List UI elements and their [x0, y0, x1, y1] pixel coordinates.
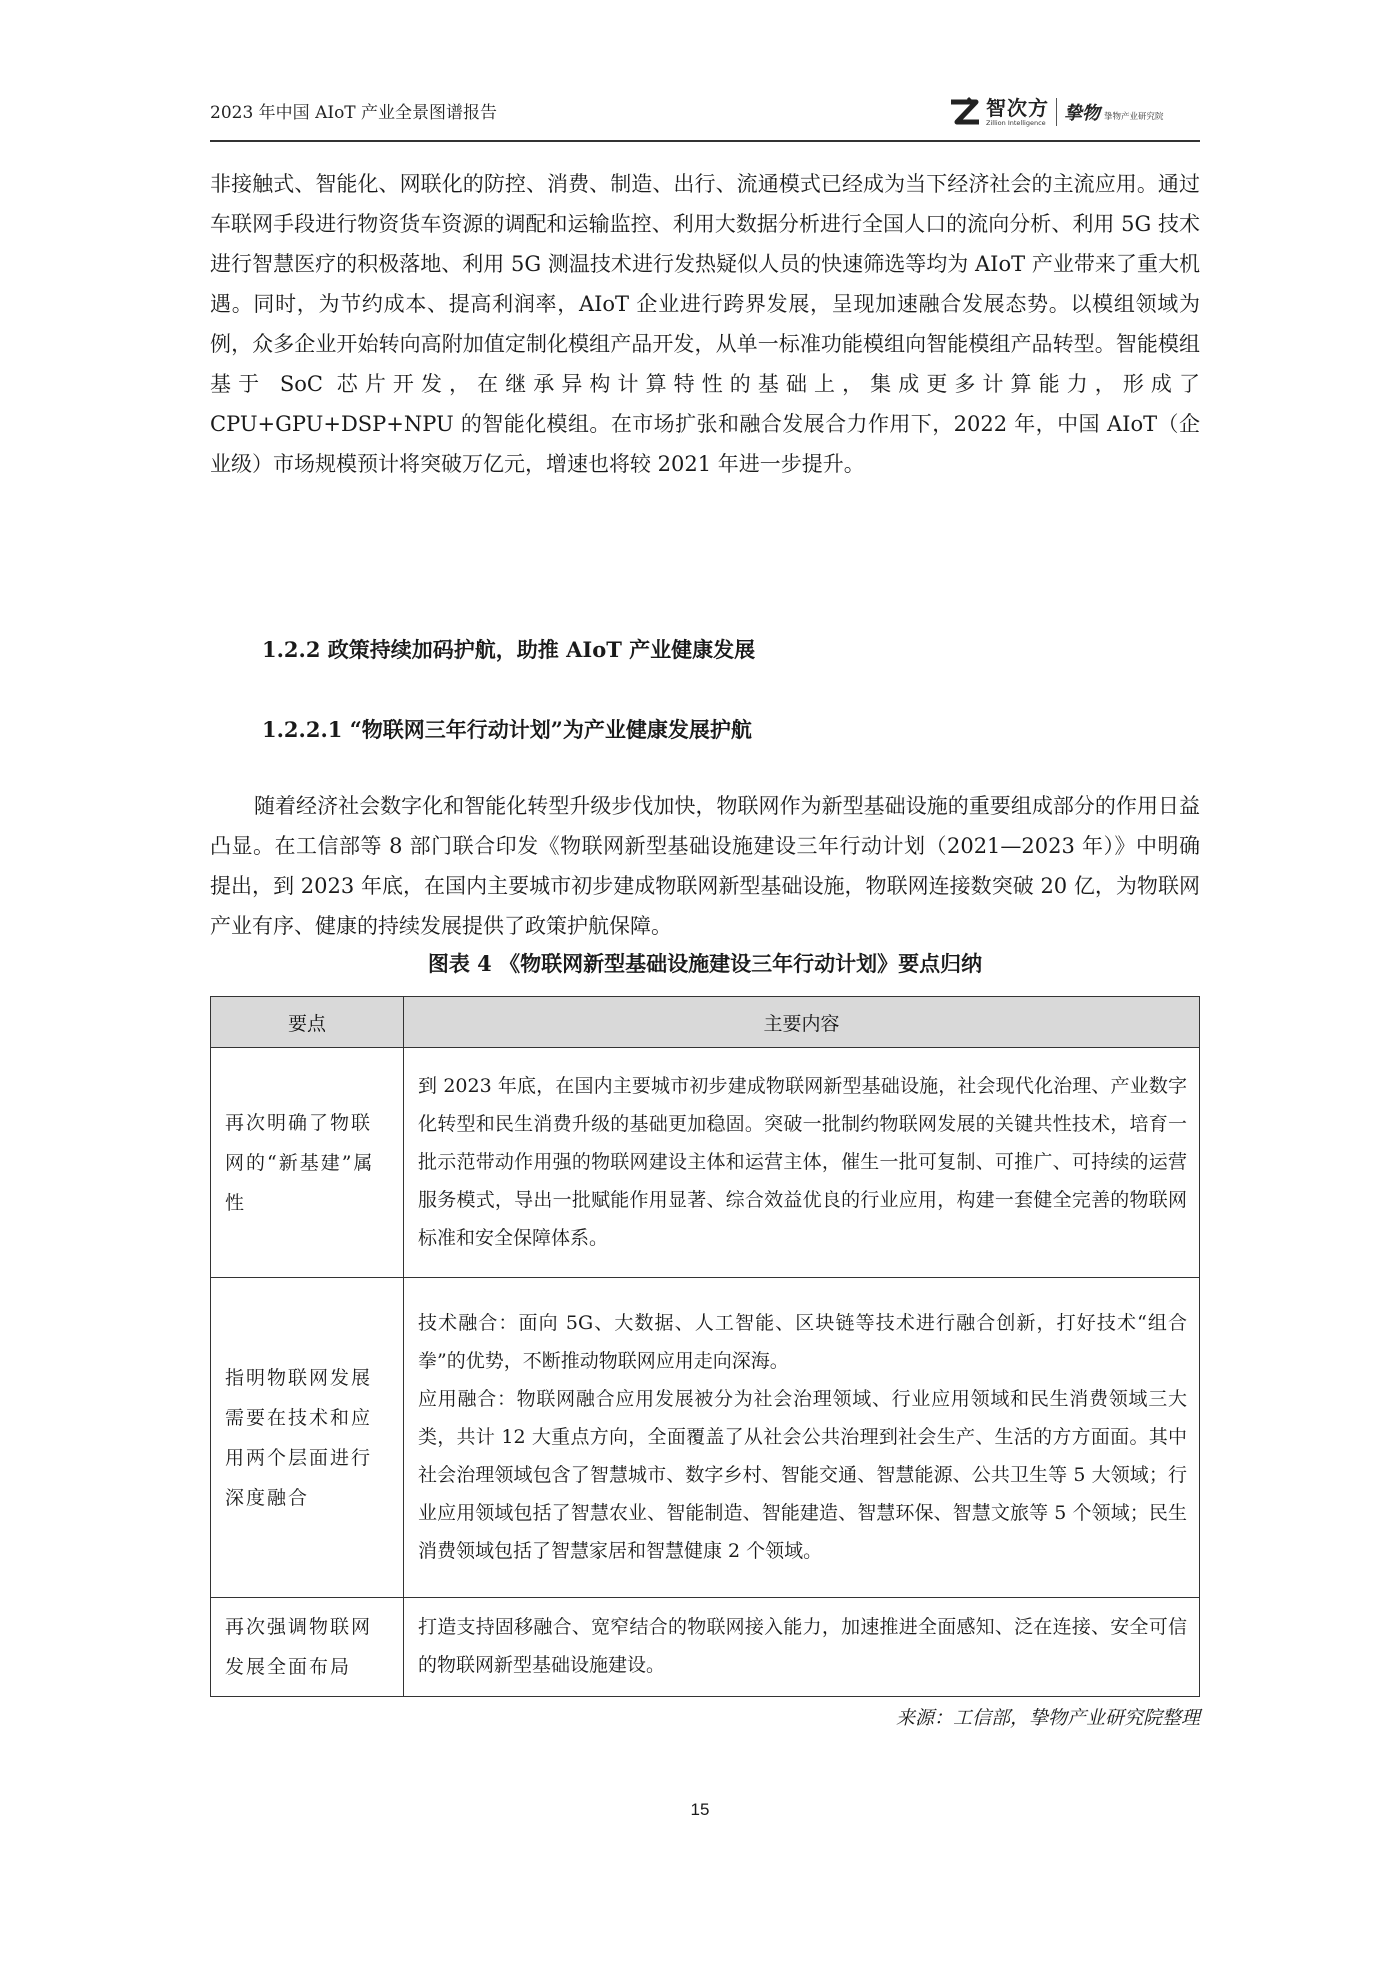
row-content-cell: 打造支持固移融合、宽窄结合的物联网接入能力，加速推进全面感知、泛在连接、安全可信的物联网新型基础设施建设。 — [404, 1598, 1200, 1697]
application-fusion-text: 应用融合：物联网融合应用发展被分为社会治理领域、行业应用领域和民生消费领域三大类，共计 12 大重点方向，全面覆盖了从社会公共治理到社会生产、生活的方方面面。其中社会治理领域包含了智慧城市、数字乡村、智能交通、智慧能源、公共卫生等 5 大领域；行业应用领域包括了智慧农业、智能制造、智能建造、智慧环保、智慧文旅等 5 个领域；民生消费领域包括了智慧家居和智慧健康 2 个领域。 — [418, 1387, 1187, 1562]
table-header-row — [211, 997, 1200, 1048]
row-key-cell: 再次强调物联网发展全面布局 — [211, 1598, 404, 1697]
key-points-table — [210, 996, 1200, 1697]
tech-fusion-text: 技术融合：面向 5G、大数据、人工智能、区块链等技术进行融合创新，打好技术“组合拳”的优势，不断推动物联网应用走向深海。 — [418, 1311, 1187, 1372]
header-divider — [210, 140, 1200, 142]
table-row — [211, 1048, 1200, 1278]
body-paragraph-1: 非接触式、智能化、网联化的防控、消费、制造、出行、流通模式已经成为当下经济社会的主流应用。通过车联网手段进行物资货车资源的调配和运输监控、利用大数据分析进行全国人口的流向分析、利用 5G 技术进行智慧医疗的积极落地、利用 5G 测温技术进行发热疑似人员的快速筛选等均为 AIoT 产业带来了重大机遇。同时，为节约成本、提高利润率，AIoT 企业进行跨界发展，呈现加速融合发展态势。以模组领域为例，众多企业开始转向高附加值定制化模组产品开发，从单一标准功能模组向智能模组产品转型。智能模组基于 SoC 芯片开发，在继承异构计算特性的基础上，集成更多计算能力，形成了 CPU+GPU+DSP+NPU 的智能化模组。在市场扩张和融合发展合力作用下，2022 年，中国 AIoT（企业级）市场规模预计将突破万亿元，增速也将较 2021 年进一步提升。 — [210, 172, 1200, 476]
section-heading-1-2-2-1: 1.2.2.1 “物联网三年行动计划”为产业健康发展护航 — [262, 717, 752, 742]
table-source-note: 来源：工信部，挚物产业研究院整理 — [895, 1707, 1200, 1729]
brand-name — [986, 97, 1049, 127]
table-row — [211, 1598, 1200, 1697]
body-paragraph-2: 随着经济社会数字化和智能化转型升级步伐加快，物联网作为新型基础设施的重要组成部分的作用日益凸显。在工信部等 8 部门联合印发《物联网新型基础设施建设三年行动计划（2021—2023 年）》中明确提出，到 2023 年底，在国内主要城市初步建成物联网新型基础设施，物联网连接数突破 20 亿，为物联网产业有序、健康的持续发展提供了政策护航保障。 — [210, 794, 1200, 938]
publisher-logos — [948, 92, 1164, 132]
brand-name-en: Zillion Intelligence — [986, 119, 1046, 127]
column-header-key: 要点 — [211, 997, 404, 1048]
report-title: 2023 年中国 AIoT 产业全景图谱报告 — [210, 103, 498, 123]
figure-caption: 图表 4 《物联网新型基础设施建设三年行动计划》要点归纳 — [427, 951, 983, 976]
row-key-cell: 指明物联网发展需要在技术和应用两个层面进行深度融合 — [211, 1278, 404, 1598]
page-header — [210, 92, 1210, 138]
section-heading-1-2-2: 1.2.2 政策持续加码护航，助推 AIoT 产业健康发展 — [262, 637, 756, 662]
zhiwu-logo-icon: 挚物 — [1064, 103, 1100, 124]
institute-name: 挚物产业研究院 — [1104, 112, 1164, 122]
column-header-content: 主要内容 — [404, 997, 1200, 1048]
brand-name-cn: 智次方 — [986, 96, 1049, 120]
row-key-cell: 再次明确了物联网的“新基建”属性 — [211, 1048, 404, 1278]
logo-divider — [1056, 98, 1057, 126]
row-content-cell: 到 2023 年底，在国内主要城市初步建成物联网新型基础设施，社会现代化治理、产业数字化转型和民生消费升级的基础更加稳固。突破一批制约物联网发展的关键共性技术，培育一批示范带动作用强的物联网建设主体和运营主体，催生一批可复制、可推广、可持续的运营服务模式，导出一批赋能作用显著、综合效益优良的行业应用，构建一套健全完善的物联网标准和安全保障体系。 — [404, 1048, 1200, 1278]
zillion-logo-icon — [948, 96, 982, 128]
page-number: 15 — [690, 1800, 710, 1819]
table-row — [211, 1278, 1200, 1598]
row-content-cell — [404, 1278, 1200, 1598]
